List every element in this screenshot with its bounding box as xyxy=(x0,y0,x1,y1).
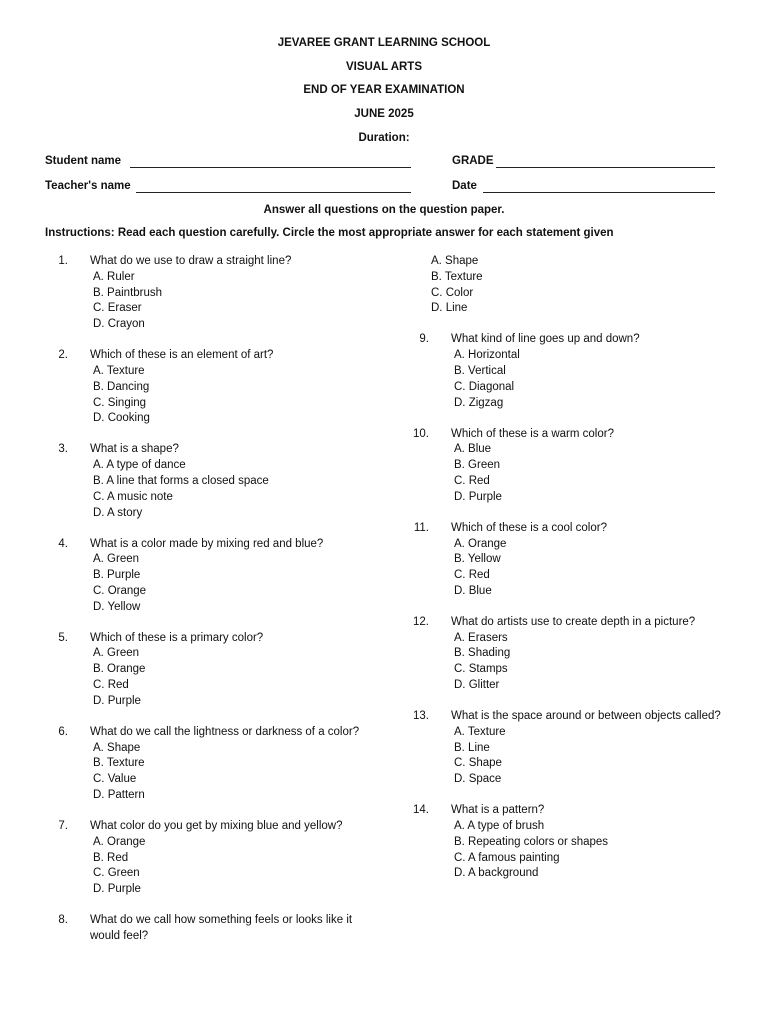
answer-option[interactable]: A. Blue xyxy=(454,443,492,456)
answer-option[interactable]: C. Red xyxy=(454,569,490,582)
answer-options xyxy=(45,646,365,709)
answer-option[interactable]: B. Orange xyxy=(93,663,146,676)
question-14 xyxy=(406,803,736,882)
answer-option[interactable]: C. Color xyxy=(431,286,474,299)
answer-options xyxy=(406,348,736,411)
answer-option[interactable]: D. Line xyxy=(431,302,468,315)
question-9 xyxy=(406,332,736,411)
answer-option[interactable]: C. Value xyxy=(93,773,137,786)
question-text: What do we call the lightness or darkness of a color? xyxy=(90,725,360,738)
question-8 xyxy=(45,913,365,945)
question-5 xyxy=(45,631,365,710)
answer-option[interactable]: C. Stamps xyxy=(454,663,508,676)
question-text: What do we use to draw a straight line? xyxy=(90,255,292,267)
question-text: Which of these is a warm color? xyxy=(451,427,614,440)
answer-options xyxy=(406,537,736,600)
answer-option[interactable]: D. A story xyxy=(93,506,143,519)
answer-option[interactable]: D. Yellow xyxy=(93,600,141,613)
question-text: What is a shape? xyxy=(90,443,179,456)
answer-option[interactable]: A. A type of dance xyxy=(93,459,186,472)
answer-option[interactable]: C. A music note xyxy=(93,490,173,503)
answer-option[interactable]: D. Cooking xyxy=(93,412,150,425)
subject-title: VISUAL ARTS xyxy=(345,61,423,73)
answer-option[interactable]: A. Shape xyxy=(431,255,479,267)
question-text: What is a pattern? xyxy=(451,804,545,817)
answer-option[interactable]: B. Texture xyxy=(431,270,483,283)
right-column xyxy=(406,254,736,897)
answer-option[interactable]: B. Green xyxy=(454,459,501,472)
answer-option[interactable]: B. Repeating colors or shapes xyxy=(454,835,609,848)
teacher-name-label: Teacher's name xyxy=(45,180,131,192)
answer-options xyxy=(45,458,365,521)
answer-options xyxy=(406,725,736,788)
answer-options xyxy=(406,819,736,882)
answer-note: Answer all questions on the question paper. xyxy=(263,204,505,216)
answer-option[interactable]: C. Red xyxy=(93,679,129,692)
answer-option[interactable]: D. Purple xyxy=(93,883,141,896)
question-text: What do artists use to create depth in a picture? xyxy=(451,615,696,628)
left-column xyxy=(45,254,365,960)
question-number: 6. xyxy=(58,725,68,738)
answer-option[interactable]: D. Purple xyxy=(454,490,502,503)
question-number: 3. xyxy=(58,443,68,456)
question-13 xyxy=(406,709,736,788)
answer-option[interactable]: B. Vertical xyxy=(454,364,506,377)
answer-option[interactable]: B. Red xyxy=(93,851,129,864)
question-10 xyxy=(406,427,736,506)
answer-option[interactable]: A. Orange xyxy=(454,537,507,550)
answer-option[interactable]: C. Orange xyxy=(93,584,147,597)
answer-option[interactable]: C. A famous painting xyxy=(454,851,560,864)
student-name-line[interactable] xyxy=(130,167,411,168)
question-number: 11. xyxy=(413,521,429,534)
question-text: What kind of line goes up and down? xyxy=(451,333,640,346)
date-label: Date xyxy=(452,180,477,192)
answer-option[interactable]: A. Green xyxy=(93,553,140,566)
exam-title: END OF YEAR EXAMINATION xyxy=(303,84,465,96)
answer-option[interactable]: A. Horizontal xyxy=(454,349,520,362)
answer-option[interactable]: B. Shading xyxy=(454,647,511,660)
answer-option[interactable]: A. A type of brush xyxy=(454,820,545,833)
answer-option[interactable]: B. Dancing xyxy=(93,380,150,393)
question-number: 7. xyxy=(58,820,68,833)
answer-option[interactable]: B. Paintbrush xyxy=(93,286,163,299)
question-number: 13. xyxy=(413,710,429,723)
question-number: 4. xyxy=(58,537,68,550)
answer-option[interactable]: A. Texture xyxy=(454,725,506,738)
answer-option[interactable]: B. Yellow xyxy=(454,553,501,566)
answer-option[interactable]: B. Purple xyxy=(93,569,141,582)
answer-option[interactable]: D. Pattern xyxy=(93,789,145,802)
answer-options xyxy=(406,442,736,505)
question-text: What is a color made by mixing red and blue? xyxy=(90,537,324,550)
answer-options xyxy=(45,364,365,427)
grade-line[interactable] xyxy=(496,167,715,168)
question-number: 8. xyxy=(58,914,68,927)
answer-option[interactable]: A. Erasers xyxy=(454,631,508,644)
answer-option[interactable]: C. Diagonal xyxy=(454,380,515,393)
student-name-label: Student name xyxy=(45,155,122,167)
instructions: Instructions: Read each question carefully. Circle the most appropriate answer for each statement given xyxy=(45,227,614,239)
question-4 xyxy=(45,537,365,616)
date-line[interactable] xyxy=(483,192,715,193)
answer-option[interactable]: A. Green xyxy=(93,647,140,660)
question-12 xyxy=(406,615,736,694)
question-text: What do we call how something feels or looks like it would feel? xyxy=(90,914,353,942)
answer-option[interactable]: D. A background xyxy=(454,867,539,880)
question-3 xyxy=(45,442,365,521)
answer-option[interactable]: D. Blue xyxy=(454,584,492,597)
answer-options xyxy=(45,552,365,615)
answer-option[interactable]: C. Eraser xyxy=(93,302,142,315)
question-text: Which of these is a primary color? xyxy=(90,631,264,644)
question-8-continued-options xyxy=(406,254,736,317)
answer-option[interactable]: A. Texture xyxy=(93,364,145,377)
question-number: 12. xyxy=(413,615,429,628)
answer-option[interactable]: C. Shape xyxy=(454,757,502,770)
answer-options xyxy=(45,741,365,804)
question-number: 1. xyxy=(58,255,68,267)
answer-option[interactable]: B. A line that forms a closed space xyxy=(93,474,269,487)
answer-option[interactable]: D. Purple xyxy=(93,694,141,707)
answer-option[interactable]: C. Green xyxy=(93,867,140,880)
answer-option[interactable]: D. Crayon xyxy=(93,318,145,331)
answer-option[interactable]: B. Line xyxy=(454,741,490,754)
answer-options xyxy=(45,835,365,898)
answer-option[interactable]: A. Shape xyxy=(93,741,141,754)
answer-option[interactable]: B. Texture xyxy=(93,757,145,770)
question-text: What is the space around or between objects called? xyxy=(451,710,721,723)
answer-option[interactable]: D. Zigzag xyxy=(454,396,504,409)
grade-label: GRADE xyxy=(452,155,494,167)
answer-option[interactable]: C. Singing xyxy=(93,396,147,409)
answer-option[interactable]: D. Space xyxy=(454,773,502,786)
question-text: What color do you get by mixing blue and yellow? xyxy=(90,820,343,833)
answer-option[interactable]: A. Orange xyxy=(93,835,146,848)
question-number: 2. xyxy=(58,349,68,362)
question-number: 14. xyxy=(413,804,429,817)
question-11 xyxy=(406,521,736,600)
question-number: 5. xyxy=(58,631,68,644)
question-2 xyxy=(45,348,365,427)
teacher-name-line[interactable] xyxy=(136,192,411,193)
answer-option[interactable]: C. Red xyxy=(454,474,490,487)
duration-label: Duration: xyxy=(358,132,410,144)
answer-option[interactable]: D. Glitter xyxy=(454,679,500,692)
question-6 xyxy=(45,725,365,804)
answer-options xyxy=(45,270,365,333)
question-number: 9. xyxy=(419,333,429,346)
question-1 xyxy=(45,254,365,333)
question-text: Which of these is an element of art? xyxy=(90,349,274,362)
question-text: Which of these is a cool color? xyxy=(451,521,607,534)
school-name: JEVAREE GRANT LEARNING SCHOOL xyxy=(277,37,491,49)
question-7 xyxy=(45,819,365,898)
question-number: 10. xyxy=(413,427,429,440)
exam-date: JUNE 2025 xyxy=(354,108,414,120)
answer-options xyxy=(406,631,736,694)
answer-option[interactable]: A. Ruler xyxy=(93,270,135,283)
